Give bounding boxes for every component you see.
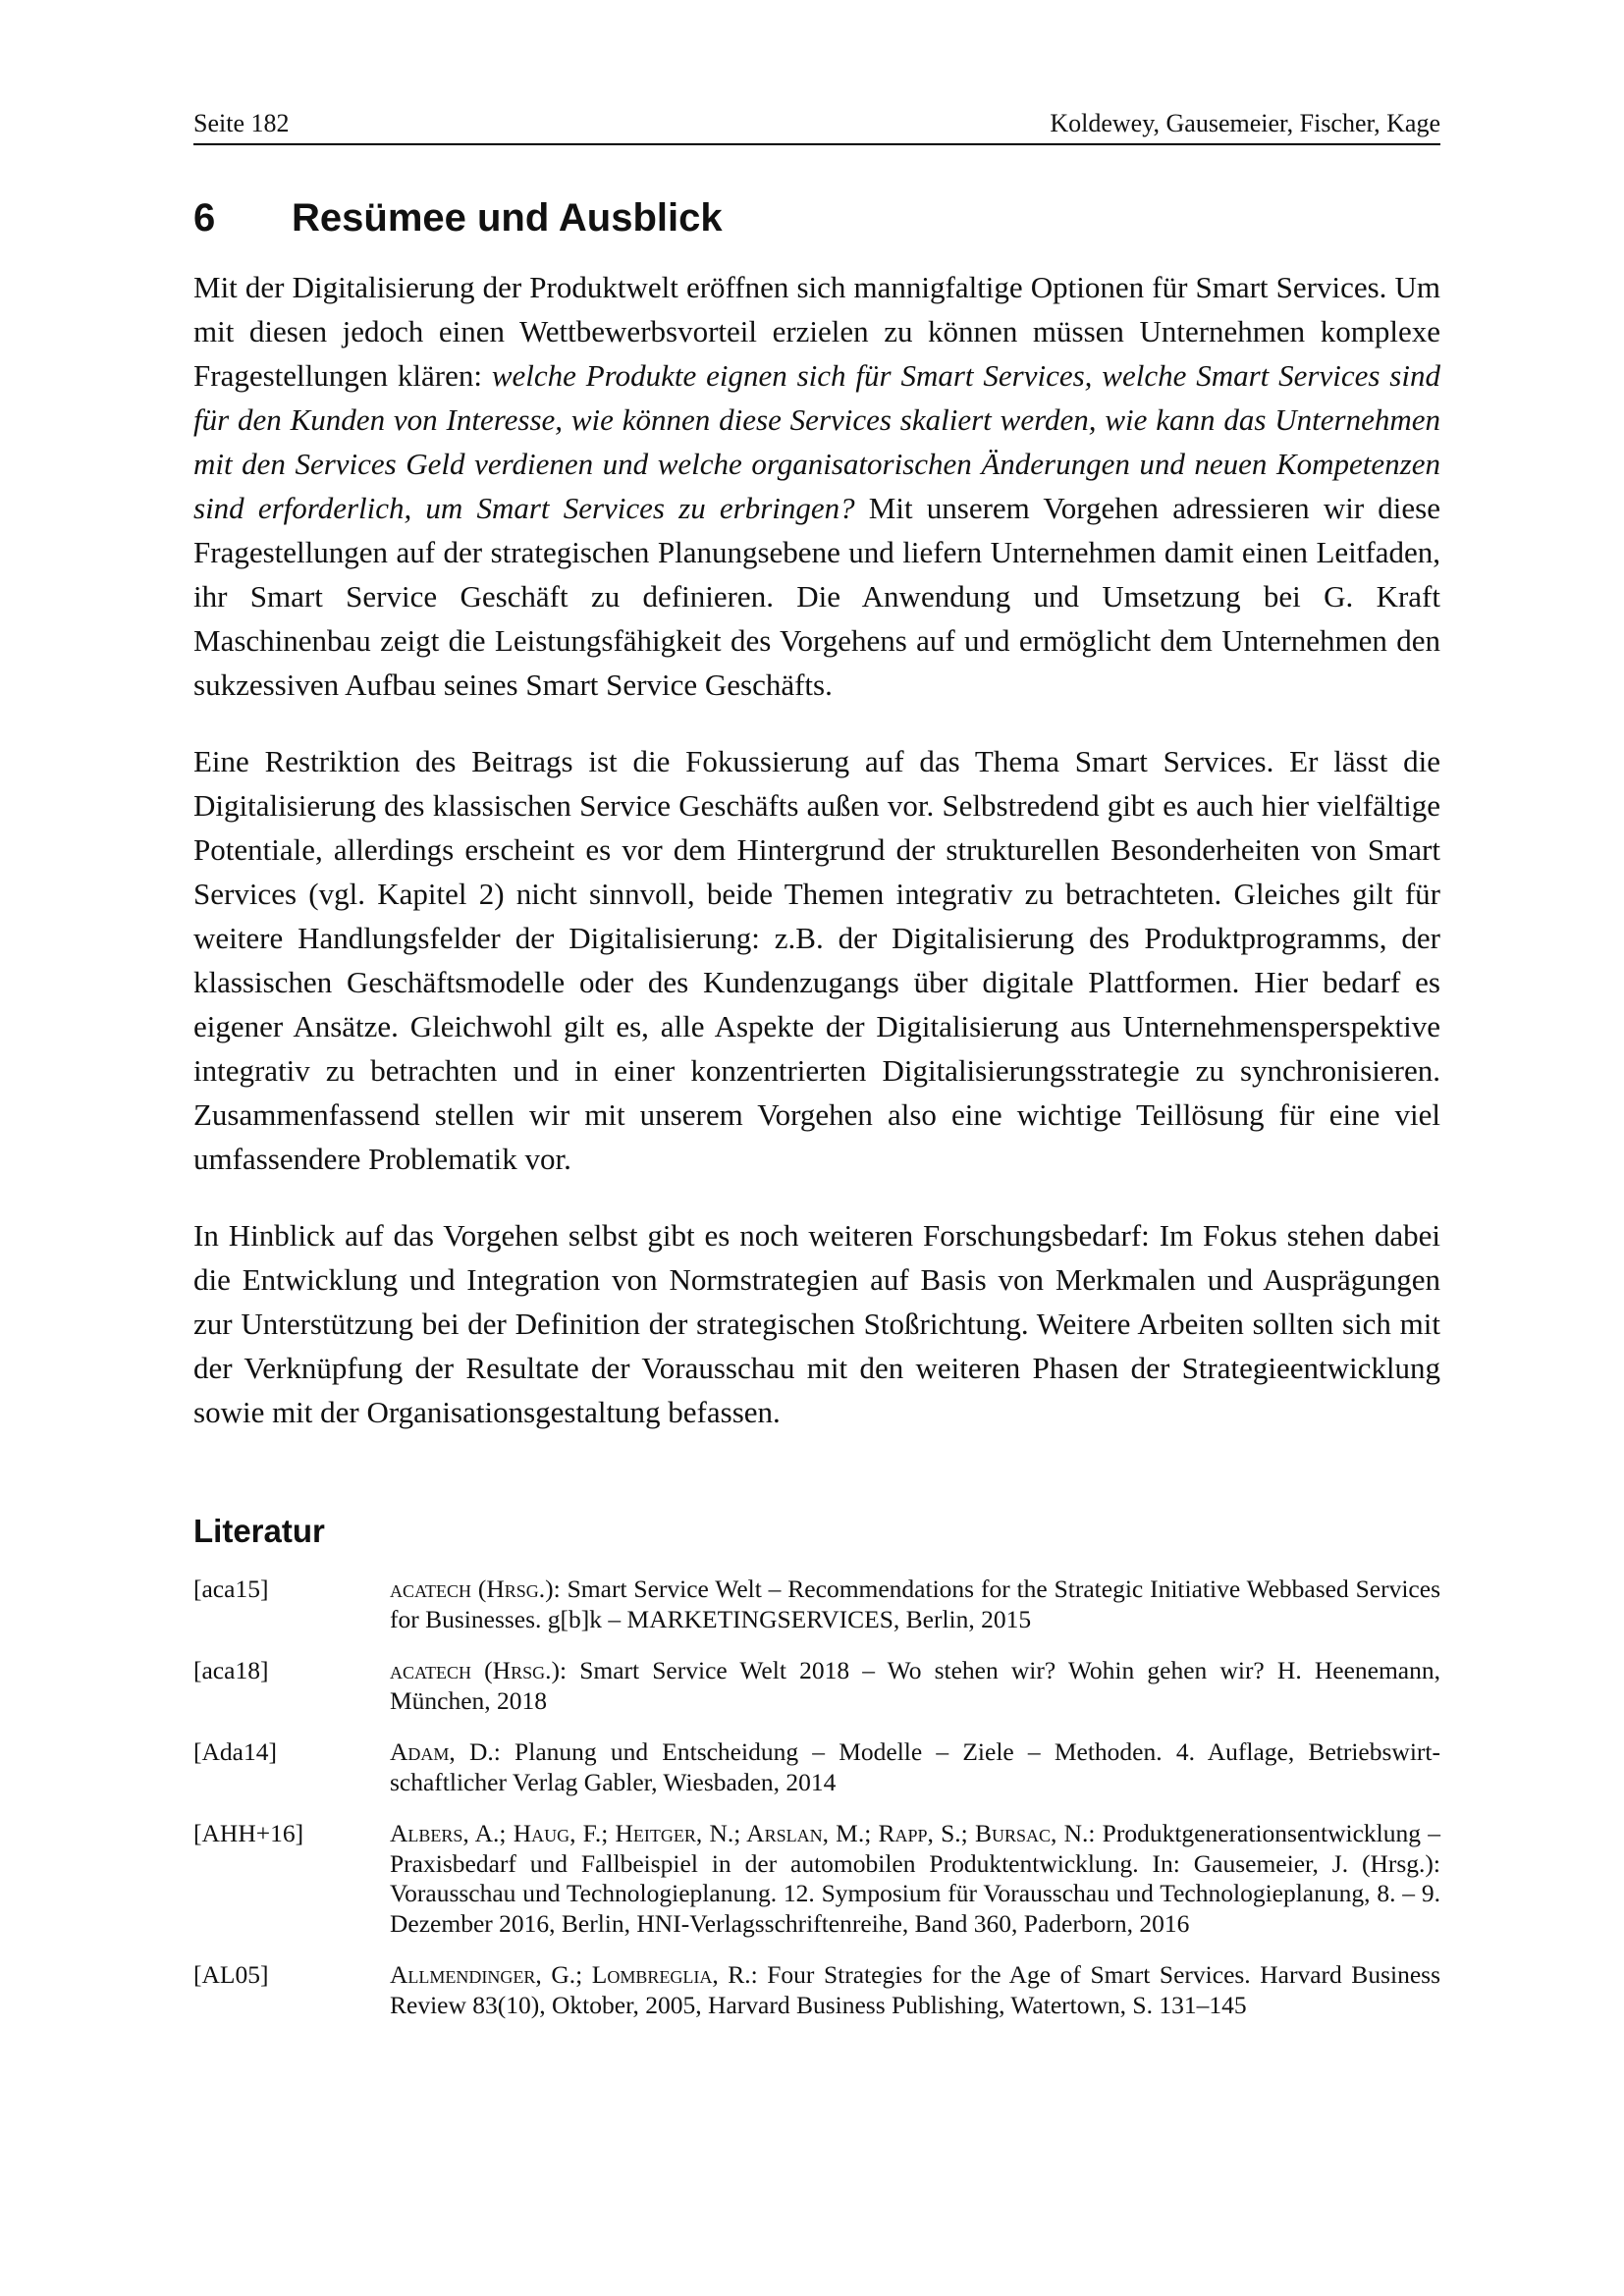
page-label: Seite 182	[193, 109, 290, 137]
reference-entry	[193, 1575, 1440, 1634]
paragraph-1-conclusion: Mit unserem Vorgehen adressieren wir diese Fragestellungen auf der strategischen Planungsebene und liefern Unternehmen damit einen Leitfaden, ihr Smart Service Geschäft zu definieren. Die Anwendung und Umsetzung bei G. Kraft Maschinenbau zeigt die Leistungsfähigkeit des Vorgehens auf und ermöglicht dem Unternehmen den sukzessiven Aufbau seines Smart Service Geschäfts.	[193, 491, 1440, 702]
reference-text	[390, 1819, 1440, 1939]
section-heading	[193, 194, 723, 241]
running-header	[193, 108, 1440, 145]
header-authors: Koldewey, Gausemeier, Fischer, Kage	[1050, 109, 1440, 137]
reference-entry	[193, 1656, 1440, 1716]
reference-text	[390, 1575, 1440, 1634]
section-number: 6	[193, 196, 216, 240]
reference-details: : Smart Service Welt – Recommendations for the Strategic Initiative Webbased Services for Businesses. g[b]k – MARKETINGSERVICES, Berlin, 2015	[390, 1575, 1440, 1633]
reference-key: [aca18]	[193, 1656, 269, 1684]
reference-details: : Planung und Entscheidung – Modelle – Ziele – Methoden. 4. Auflage, Betriebswirtschaftlicher Verlag Gabler, Wiesbaden, 2014	[390, 1737, 1440, 1796]
reference-key: [aca15]	[193, 1575, 269, 1603]
reference-key: [AL05]	[193, 1960, 269, 1989]
paragraph-1-questions: welche Produkte eignen sich für Smart Services, welche Smart Services sind für den Kunden von Interesse, wie können diese Services skaliert werden, wie kann das Unternehmen mit den Services Geld verdienen und welche organisatorischen Änderungen und neuen Kompetenzen sind erforderlich, um Smart Services zu erbringen?	[193, 358, 1440, 525]
reference-entry	[193, 1819, 1440, 1939]
reference-details: : Produktgenerationsentwicklung – Praxisbedarf und Fallbeispiel in der automobilen Produktentwicklung. In: Gausemeier, J. (Hrsg.): Vorausschau und Technologieplanung. 12. Symposium für Vorausschau und Technologieplanung, 8. – 9. Dezember 2016, Berlin, HNI-Verlagsschriftenreihe, Band 360, Paderborn, 2016	[390, 1819, 1440, 1938]
reference-text	[390, 1960, 1440, 2020]
paragraph-2: Eine Restriktion des Beitrags ist die Fokussierung auf das Thema Smart Services. Er lässt die Digitalisierung des klassischen Service Geschäfts außen vor. Selbstredend gibt es auch hier vielfältige Potentiale, allerdings erscheint es vor dem Hintergrund der strukturellen Besonderheiten von Smart Services (vgl. Kapitel 2) nicht sinnvoll, beide Themen integrativ zu betrachteten. Gleiches gilt für weitere Handlungsfelder der Digitalisierung: z.B. der Digitalisierung des Produktprogramms, der klassischen Geschäftsmodelle oder des Kundenzugangs über digitale Plattformen. Hier bedarf es eigener Ansätze. Gleichwohl gilt es, alle Aspekte der Digitalisierung aus Unternehmensperspektive integrativ zu betrachten und in einer konzentrierten Digitalisierungsstrategie zu synchronisieren. Zusammenfassend stellen wir mit unserem Vorgehen also eine wichtige Teillösung für eine viel umfassendere Problematik vor.	[193, 744, 1440, 1176]
reference-entry	[193, 1737, 1440, 1797]
reference-key: [AHH+16]	[193, 1819, 304, 1847]
paragraph-3: In Hinblick auf das Vorgehen selbst gibt es noch weiteren Forschungsbedarf: Im Fokus stehen dabei die Entwicklung und Integration von Normstrategien auf Basis von Merkmalen und Ausprägungen zur Unterstützung bei der Definition der strategischen Stoßrichtung. Weitere Arbeiten sollten sich mit der Verknüpfung der Resultate der Vorausschau mit den weiteren Phasen der Strategieentwicklung sowie mit der Organisationsgestaltung befassen.	[193, 1218, 1440, 1429]
reference-details: : Smart Service Welt 2018 – Wo stehen wir? Wohin gehen wir? H. Heenemann, München, 2018	[390, 1656, 1440, 1715]
reference-author: acatech (Hrsg.)	[390, 1656, 560, 1684]
reference-details: : Four Strategies for the Age of Smart Services. Harvard Business Review 83(10), Oktober, 2005, Harvard Business Publishing, Watertown, S. 131–145	[390, 1960, 1440, 2019]
reference-list	[193, 1575, 1440, 2042]
reference-author: Allmendinger, G.; Lombreglia, R.	[390, 1960, 751, 1989]
reference-author: Albers, A.; Haug, F.; Heitger, N.; Arslan, M.; Rapp, S.; Bursac, N.	[390, 1819, 1089, 1847]
reference-key: [Ada14]	[193, 1737, 277, 1766]
reference-author: acatech (Hrsg.)	[390, 1575, 554, 1603]
paragraph-1	[193, 265, 1440, 707]
reference-text	[390, 1656, 1440, 1716]
section-title: Resümee und Ausblick	[292, 196, 723, 240]
reference-author: Adam, D.	[390, 1737, 494, 1766]
reference-text	[390, 1737, 1440, 1797]
literature-heading: Literatur	[193, 1513, 325, 1549]
paragraph-1-intro: Mit der Digitalisierung der Produktwelt eröffnen sich mannigfaltige Optionen für Smart Services. Um mit diesen jedoch einen Wettbewerbsvorteil erzielen zu können müssen Unternehmen komplexe Fragestellungen klären:	[193, 270, 1440, 393]
section-body	[193, 265, 1440, 1467]
reference-entry	[193, 1960, 1440, 2020]
